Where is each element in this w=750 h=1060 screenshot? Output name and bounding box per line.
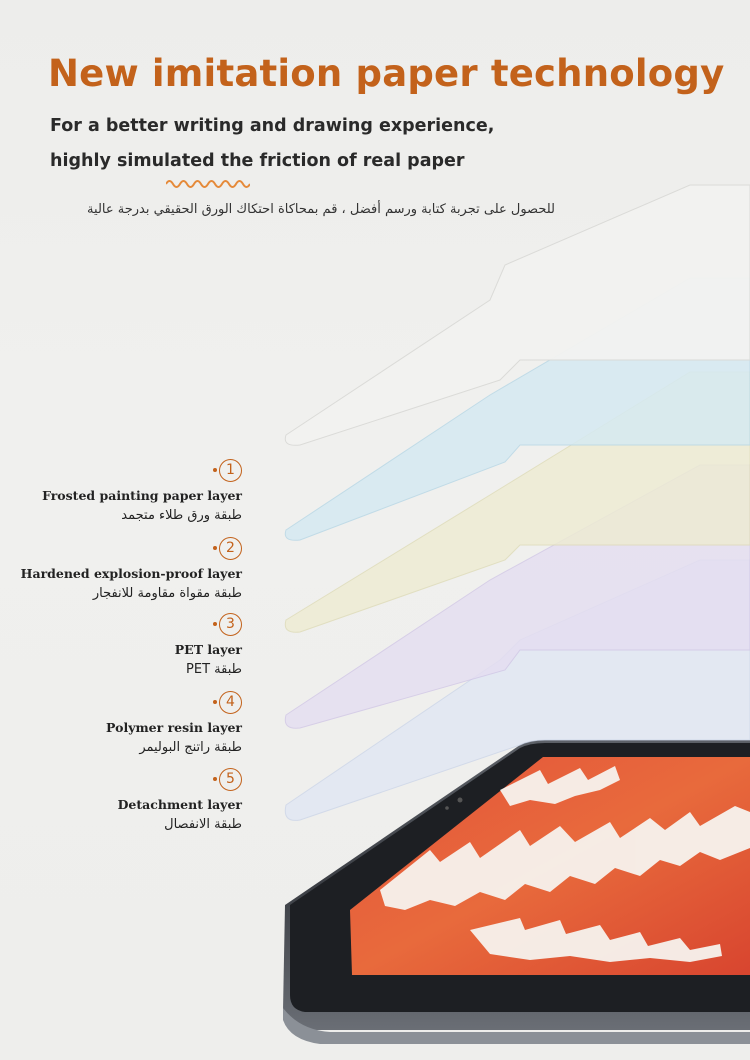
layer-arabic-name: طبقة PET	[186, 662, 242, 677]
layer-english-name: Frosted painting paper layer	[42, 488, 242, 503]
layer-label-1	[12, 459, 242, 523]
layer-arabic-name: طبقة ورق طلاء متجمد	[121, 508, 242, 523]
layer-number-badge: 3	[219, 613, 242, 636]
layer-label-5	[12, 768, 242, 832]
layer-number-badge: 2	[219, 537, 242, 560]
subtitle-line-2: highly simulated the friction of real paper	[50, 151, 465, 171]
arabic-subtitle: للحصول على تجربة كتابة ورسم أفضل ، قم بمحاكاة احتكاك الورق الحقيقي بدرجة عالية	[87, 202, 555, 217]
layer-label-2	[12, 537, 242, 601]
bullet-dot-icon	[213, 777, 217, 781]
wave-divider-icon	[166, 178, 250, 188]
layer-number-badge: 4	[219, 691, 242, 714]
layer-label-4	[12, 691, 242, 755]
subtitle-line-1: For a better writing and drawing experience,	[50, 116, 495, 136]
layer-english-name: Polymer resin layer	[106, 720, 242, 735]
layer-number-badge: 1	[219, 459, 242, 482]
layer-english-name: Detachment layer	[117, 797, 242, 812]
bullet-dot-icon	[213, 546, 217, 550]
layer-label-3	[12, 613, 242, 677]
layer-arabic-name: طبقة الانفصال	[164, 817, 242, 832]
layer-english-name: Hardened explosion-proof layer	[20, 566, 242, 581]
layer-number-badge: 5	[219, 768, 242, 791]
page-title: New imitation paper technology	[48, 52, 725, 95]
layer-arabic-name: طبقة راتنج البوليمر	[139, 740, 242, 755]
layer-arabic-name: طبقة مقواة مقاومة للانفجار	[92, 586, 242, 601]
bullet-dot-icon	[213, 700, 217, 704]
bullet-dot-icon	[213, 468, 217, 472]
layer-english-name: PET layer	[174, 642, 242, 657]
bullet-dot-icon	[213, 622, 217, 626]
